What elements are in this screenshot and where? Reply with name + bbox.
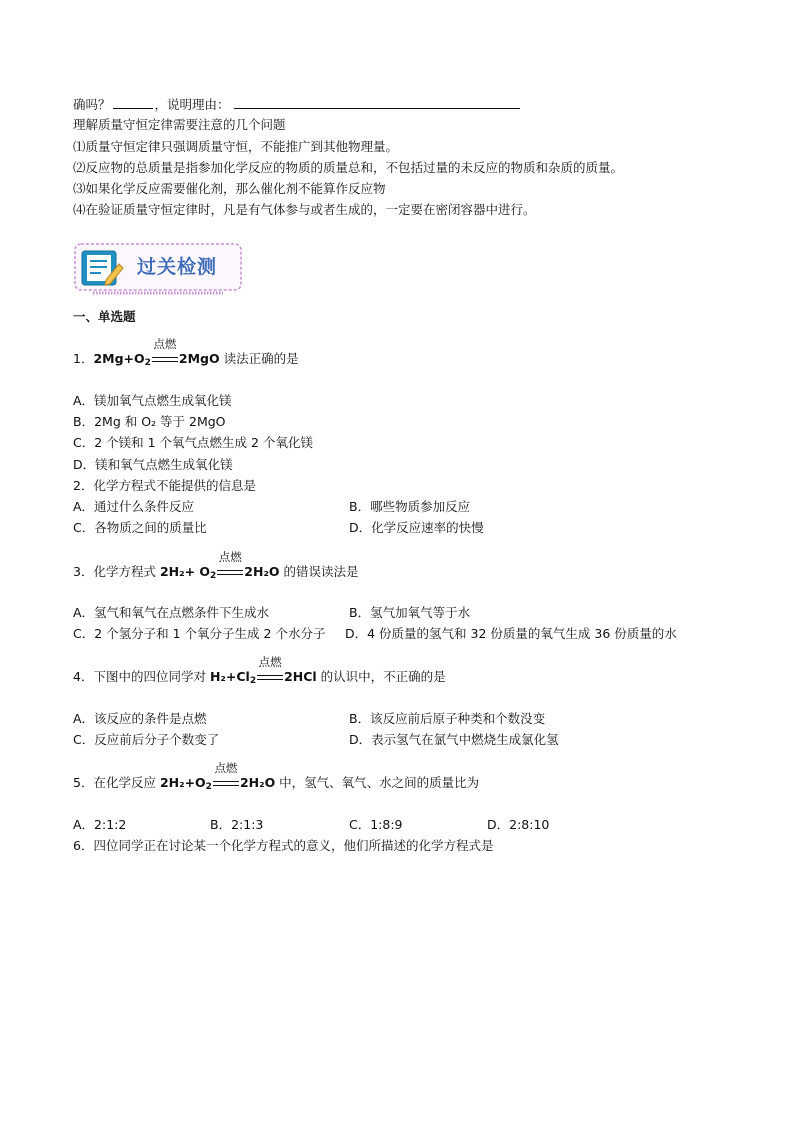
- section-banner: [73, 240, 245, 296]
- q5-reactants: 2H₂+O: [159, 775, 206, 790]
- q2-option-c[interactable]: C．各物质之间的质量比: [73, 520, 207, 535]
- q3-number: 3．化学方程式: [73, 564, 160, 579]
- q4-tail: 的认识中，不正确的是: [316, 669, 446, 684]
- q5-subscript: 2: [205, 782, 212, 792]
- question-5-stem: [73, 761, 480, 792]
- q4-reactants: H₂+Cl: [209, 669, 250, 684]
- q1-option-a[interactable]: A．镁加氧气点燃生成氧化镁: [73, 393, 232, 408]
- question-3-stem: [73, 550, 359, 581]
- reaction-condition: 点燃: [258, 655, 282, 669]
- question-4-stem: [73, 655, 446, 686]
- reaction-arrow: [256, 655, 284, 684]
- q4-option-b[interactable]: B．该反应前后原子种类和个数没变: [349, 711, 546, 726]
- banner-title: 过关检测: [137, 256, 218, 278]
- q5-tail: 中，氢气、氧气、水之间的质量比为: [275, 775, 480, 790]
- q2-option-d[interactable]: D．化学反应速率的快慢: [349, 520, 484, 535]
- intro-heading: 理解质量守恒定律需要注意的几个问题: [73, 117, 286, 132]
- q3-option-c[interactable]: C．2 个氢分子和 1 个氧分子生成 2 个水分子: [73, 626, 326, 641]
- q1-subscript: 2: [144, 358, 151, 368]
- q2-option-b[interactable]: B．哪些物质参加反应: [349, 499, 471, 514]
- intro-q-prefix: 确吗？: [73, 97, 111, 112]
- intro-note-4: ⑷在验证质量守恒定律时，凡是有气体参与或者生成的，一定要在密闭容器中进行。: [73, 202, 536, 217]
- q4-number: 4．下图中的四位同学对: [73, 669, 210, 684]
- answer-blank-long[interactable]: [234, 97, 520, 109]
- q1-option-b[interactable]: B．2Mg 和 O₂ 等于 2MgO: [73, 414, 226, 429]
- q1-product: 2MgO: [178, 351, 220, 366]
- q1-option-d[interactable]: D．镁和氧气点燃生成氧化镁: [73, 457, 233, 472]
- reaction-arrow: [151, 337, 179, 366]
- q2-option-a[interactable]: A．通过什么条件反应: [73, 499, 195, 514]
- q3-option-d[interactable]: D．4 份质量的氢气和 32 份质量的氧气生成 36 份质量的水: [345, 626, 677, 641]
- q3-option-b[interactable]: B．氢气加氧气等于水: [349, 605, 471, 620]
- q4-product: 2HCl: [284, 669, 317, 684]
- q4-option-c[interactable]: C．反应前后分子个数变了: [73, 732, 220, 747]
- q3-tail: 的错误读法是: [279, 564, 359, 579]
- q3-option-a[interactable]: A．氢气和氧气在点燃条件下生成水: [73, 605, 270, 620]
- q5-option-a[interactable]: A．2:1:2: [73, 817, 127, 832]
- reaction-arrow: [212, 761, 240, 790]
- q5-number: 5．在化学反应: [73, 775, 160, 790]
- q3-product: 2H₂O: [244, 564, 280, 579]
- reaction-condition: 点燃: [214, 761, 238, 775]
- intro-note-3: ⑶如果化学反应需要催化剂，那么催化剂不能算作反应物: [73, 181, 386, 196]
- q5-option-b[interactable]: B．2:1:3: [210, 817, 264, 832]
- q4-option-a[interactable]: A．该反应的条件是点燃: [73, 711, 207, 726]
- q1-tail: 读法正确的是: [219, 351, 299, 366]
- q4-subscript: 2: [249, 676, 257, 686]
- reaction-condition: 点燃: [218, 550, 242, 564]
- intro-note-2: ⑵反应物的总质量是指参加化学反应的物质的质量总和，不包括过量的未反应的物质和杂质的质量。: [73, 160, 624, 175]
- intro-q-mid: ，说明理由：: [154, 97, 230, 112]
- q5-product: 2H₂O: [239, 775, 276, 790]
- q1-option-c[interactable]: C．2 个镁和 1 个氧气点燃生成 2 个氧化镁: [73, 435, 313, 450]
- section-title: 一、单选题: [73, 309, 136, 324]
- reaction-arrow: [216, 550, 244, 579]
- intro-question-line: [73, 97, 520, 112]
- question-2-stem: 2．化学方程式不能提供的信息是: [73, 478, 256, 493]
- q5-option-c[interactable]: C．1:8:9: [349, 817, 403, 832]
- q3-reactants: 2H₂+ O: [159, 564, 211, 579]
- question-1-stem: [73, 337, 299, 368]
- question-6-stem: 6．四位同学正在讨论某一个化学方程式的意义，他们所描述的化学方程式是: [73, 838, 494, 853]
- q1-number: 1．: [73, 351, 94, 366]
- q4-option-d[interactable]: D．表示氢气在氯气中燃烧生成氯化氢: [349, 732, 559, 747]
- q1-reactants: 2Mg+O: [93, 351, 145, 366]
- reaction-condition: 点燃: [153, 337, 177, 351]
- q3-subscript: 2: [210, 571, 217, 581]
- answer-blank-short[interactable]: [113, 97, 153, 109]
- q5-option-d[interactable]: D．2:8:10: [487, 817, 550, 832]
- intro-note-1: ⑴质量守恒定律只强调质量守恒，不能推广到其他物理量。: [73, 139, 399, 154]
